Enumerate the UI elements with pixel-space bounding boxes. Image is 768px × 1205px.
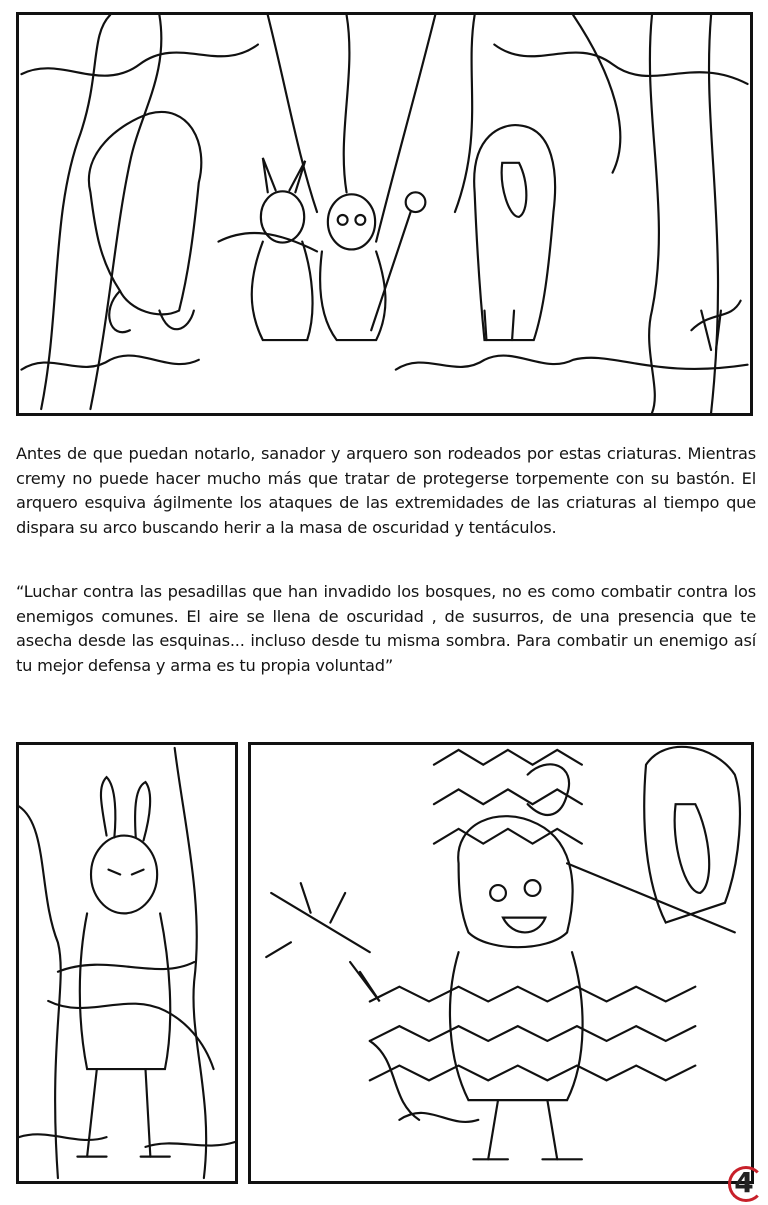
forest-ambush-illustration [19, 15, 750, 413]
panel-forest-ambush [16, 12, 753, 416]
healer-illustration [251, 745, 751, 1181]
archer-illustration [19, 745, 235, 1181]
page-number: 4 [726, 1165, 762, 1201]
narration-paragraph-2: “Luchar contra las pesadillas que han invadido los bosques, no es como combatir contra los enemigos comunes. El aire se llena de oscuridad , de susurros, de una presencia que te asecha desde las esquinas... incluso desde tu misma sombra. Para combatir un enemigo así tu mejor defensa y arma es tu propia voluntad” [16, 582, 756, 675]
narration-paragraph-1: Antes de que puedan notarlo, sanador y arquero son rodeados por estas criaturas. Mientras cremy no puede hacer mucho más que tratar de protegerse torpemente con su bastón. El arquero esquiva ágilmente los ataques de las extremidades de las criaturas al tiempo que dispara su arco buscando herir a la masa de oscuridad y tentáculos. [16, 444, 756, 537]
panel-archer [16, 742, 238, 1184]
panel-healer [248, 742, 754, 1184]
